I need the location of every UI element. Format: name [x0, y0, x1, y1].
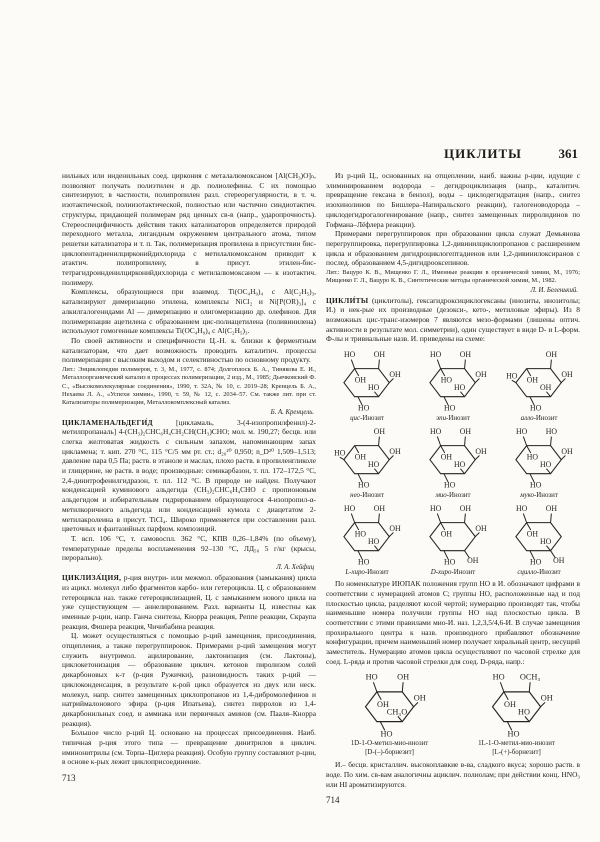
author-signature-belenky: Л. И. Беленький.: [530, 286, 578, 294]
substituent-label: OH: [389, 370, 401, 380]
author-signature-krentsel: Б. А. Кренцель.: [270, 408, 314, 416]
substituent-label: OH: [467, 556, 479, 566]
example-structure-synonym: [L-(+)-борнезит]: [492, 748, 541, 756]
bond: [397, 717, 401, 722]
substituent-label: OH: [475, 524, 487, 534]
substituent-label: HO: [367, 383, 380, 393]
substituent-label: HO: [539, 460, 552, 470]
left-column: [62, 146, 316, 805]
structure-label: сцилло-Инозит: [517, 569, 561, 577]
bond: [475, 533, 479, 537]
bond: [379, 514, 380, 523]
example-structure-name: 1L-1-O-метил-мио-инозит: [478, 740, 555, 748]
chemical-structure: [326, 348, 408, 423]
chemical-structure-example: [474, 670, 560, 757]
right-column: [326, 146, 580, 805]
inositol-ring-svg: [414, 348, 492, 414]
cyclohexane-ring: [516, 446, 561, 474]
article-cyclization: [62, 573, 316, 631]
paragraph-flash-point: Т. всп. 106 °C, т. самовоспл. 362 °C, КПВ 0,26–1,84% (по объему), температурные пределы воспламенения 92–130 °C, ЛД₅₀ 5 г/кг (крысы, перорально).: [62, 533, 316, 563]
substituent-label: HO: [380, 729, 392, 739]
bond: [379, 437, 380, 446]
inositol-ring-svg: [500, 348, 578, 414]
substituent-label: OH: [561, 370, 573, 380]
chemical-structure: [498, 348, 580, 423]
bond: [389, 379, 393, 383]
bond: [374, 392, 378, 397]
cyclohexane-ring: [430, 446, 475, 474]
substituent-label: HO: [344, 350, 356, 360]
cyclohexane-ring: [430, 523, 475, 551]
substituent-label: OH: [545, 350, 558, 360]
paragraph-rearrangements: Примерами перегруппировок при образовании цикла служат Демьянова перегруппировка, перегруппировка 1,2-дивинилциклопропанов с расширением цикла и образованием дигидроциклогептадиенов или 1,2-дивинилоксиранов с послед. образованием 4,5-дигидрооксепинов.: [326, 229, 580, 268]
substituent-label: HO: [358, 557, 370, 567]
paragraph-iupac-nomenclature: По номенклатуре ИЮПАК положения групп НО в И. обозначают цифрами в соответствии с нумерацией атомов С; группы НО, расположенные над и под плоскостью цикла, разделяют косой чертой; нумерацию производят так, чтобы наименьшие номера получили группы НО над плоскостью цикла. В соответствии с этими правилами мио-И. наз. 1,2,3,5/4,6-И. В случае замещения прохирального центра к назв. производного прибавляют обозначение конфигурации, причем наименьший номер получает хиральный центр, несущий заместитель. Нумерацию атомов цикла осуществляют по часовой стрелке для соед. L-ряда и против часовой стрелки для соед. D-ряда, напр.:: [326, 579, 580, 666]
substituent-label: CH₃O: [386, 708, 407, 718]
article-cyclitols: [326, 296, 580, 345]
substituent-label: HO: [517, 708, 530, 718]
bond: [351, 360, 354, 369]
substituent-label: OH: [475, 447, 487, 457]
substituent-label: HO: [506, 371, 518, 381]
substituent-label: OH: [561, 447, 573, 457]
substituent-label: OH: [373, 427, 386, 437]
chemical-structure: [326, 425, 408, 500]
structure-label: L-хиро-Инозит: [345, 569, 389, 577]
bond: [546, 392, 550, 397]
substituent-label: OH: [526, 375, 539, 385]
inositol-structure-grid: [326, 348, 580, 577]
chemical-structure: [412, 425, 494, 500]
substituent-label: HO: [365, 673, 378, 683]
cyclohexane-ring: [516, 369, 561, 397]
substituent-label: OH: [354, 375, 367, 385]
bond: [551, 437, 552, 446]
bond: [551, 360, 552, 369]
bond: [437, 437, 440, 446]
bond: [460, 469, 464, 474]
bond: [379, 360, 380, 369]
column-number-713: 713: [62, 773, 76, 784]
bond: [374, 546, 378, 551]
substituent-label: HO: [453, 383, 466, 393]
paragraph-cyclization-substitution: Ц. может осуществляться с помощью р-ций замещения, присоединения, отщепления, а также перегруппировок. Примерами р-ций замещения могут служить внутримол. ацилирование, лактонизация (см. Лактоны), циклокетонизация — образование циклич. кетонов пиролизом солей дикарбоновых к-т (р-ция Ружички), разновидность таких р-ций — циклоконденсация, в результате к-рой цикл образуется из двух или неск. молекул, напр. синтез замещенных циклопропанов из 1,4-дибромолефинов и натриймалонового эфира (р-ция Ипатьева), синтез пирролов из 1,4-дикарбонильных соед. и аммиака или первичных аминов (см. Пааля–Кнорра реакция).: [62, 631, 316, 728]
paragraph-catalysts-continuation: нильных или инденильных соед. циркония с металалюмоксаном [Al(CH₃)O]ₙ, позволяют получать полиэтилен и др. полиолефины. С их помощью синтезируют, в частности, полипропилен разл. стереорегулярности, в т. ч. изотактической, полиизотактической, полностью или частично синдиотактич. структуры, придающей полимерам ряд ценных св-в (напр., ударопрочность). Стереоспецифичность действия таких катализаторов определяется природой переходного металла, лигандным окружением центрального атома, типом решетки катализатора и т. п. Так, полимеризация пропилена в присутствии бис-циклопентадиенилцирконийдихлорида с метилалюмоксаном приводит к атактич. полипропилену, в присут. этилен-бис-тетрагидроинденилцирконийдихлорида с метилалюмоксаном — к изотактич. полимеру.: [62, 171, 316, 287]
substituent-label: HO: [367, 537, 380, 547]
bond: [402, 683, 403, 693]
substituent-label: OCH₃: [519, 673, 540, 683]
substituent-label: HO: [440, 375, 453, 385]
bond: [351, 514, 354, 523]
bond: [374, 469, 378, 474]
bond: [340, 457, 344, 459]
substituent-label: HO: [507, 729, 519, 739]
substituent-label: OH: [389, 447, 401, 457]
left-column-top-spacer: [62, 146, 316, 171]
paragraph-cyclization-addition: Большое число р-ций Ц. основано на процессах присоединения. Наиб. типичная р-ция этого типа — превращение динитрилов в циклич. иминонитрилы (см. Торпа–Циглера реакция). Особую группу составляют р-ции, в основе к-рых лежит циклоприсоединение.: [62, 728, 316, 767]
chemical-structure: [412, 348, 494, 423]
bond: [376, 692, 380, 700]
substituent-label: HO: [492, 673, 505, 683]
bond: [524, 717, 528, 722]
headword-cyclization: ЦИКЛИЗА́ЦИЯ,: [62, 573, 122, 583]
bond: [389, 456, 393, 460]
article-cyclitols-text: (циклитолы), гексагидроксициклогексаны (инозиты, инозитолы; И.) и нек-рые их производные (дезокси-, кето-, метиловые эфиры). Из 8 возможных цис-транс-изомеров 7 являются мезо-формами (лишены оптич. активности в результате мол. симметрии), один существует в виде D- и L-форм. Ф-лы и тривиальные назв. И. приведены на схеме:: [326, 295, 580, 344]
running-head-page-number: 361: [558, 146, 578, 161]
structure-label: нео-Инозит: [350, 492, 384, 500]
substituent-label: HO: [526, 452, 539, 462]
cyclohexane-ring: [344, 523, 389, 551]
substituent-label: OH: [526, 529, 539, 539]
chemical-structure: [498, 425, 580, 500]
chemical-structure: [412, 502, 494, 577]
bornesitol-structure-examples: [326, 670, 580, 757]
paragraph-inositol-properties: И.– бесцв. кристаллич. высокоплавкие в-ва, сладкого вкуса; хорошо раств. в воде. По хим. св-вам аналогичны ациклич. полиолам; при действии конц. HNO₃ или HI ароматизируются.: [326, 760, 580, 789]
author-signature-kheifits: Л. А. Хейфиц: [276, 564, 314, 572]
bond: [465, 437, 466, 446]
inositol-ring-svg: [414, 425, 492, 491]
paragraph-activity: По своей активности и специфичности Ц.-Н. к. близки к ферментным катализаторам, что дает возможность проводить каталитич. процессы полимеризации с высоким выходом и селективностью по основному продукту.: [62, 335, 316, 365]
substituent-label: HO: [354, 529, 367, 539]
example-structure-synonym: [D-(–)-борнезит]: [365, 748, 414, 756]
substituent-label: OH: [553, 556, 565, 566]
substituent-label: OH: [389, 524, 401, 534]
article-cyclamenaldehyde-text: [цикламаль, 3-(4-изопропилфенил)-2-метилпропаналь] 4-(CH₃)₂CHC₆H₄CH₂CH(CH₃)CHO; мол. м. 190,27; бесцв. или слегка желтоватая жидкость с сильным запахом, напоминающим запах цикламена; т. кип. 270 °C, 115 °C/5 мм рт. ст.; d₂₀²⁰ 0,950; n_D²⁰ 1,509–1,513; давление пара 0,5 Па; раств. в этаноле и маслах, плохо раств. в пропиленгликоле и глицерине, не раств. в воде; производные: семикарбазон, т. пл. 172–172,5 °C, 2,4-динитрофенилгидразон, т. пл. 112 °C. В природе не найден. Получают конденсацией куминового альдегида (CH₃)₂CHC₆H₄CHO с пропионовым альдегидом и избирательным гидрированием образующегося 4-изопропил-α-метилкоричного альдегида или конденсацией кумола с диацетатом 2-метилакролеина в присут. TiCl₄. Широко применяется при составлении разл. цветочных и фантазийных парфюм. композиций.: [62, 417, 316, 534]
inositol-ring-svg: [328, 502, 406, 568]
substituent-label: OH: [459, 350, 472, 360]
inositol-ring-svg: [500, 425, 578, 491]
example-structure-name: 1D-1-O-метил-мио-инозит: [350, 740, 429, 748]
substituent-label: OH: [413, 694, 426, 704]
bond: [460, 392, 464, 397]
paragraph-complexes: Комплексы, образующиеся при взаимод. Ti(OC₄H₉)₄ с Al(C₂H₅)₃, катализируют димеризацию этилена, комплексы NiCl₂ и Ni[P(OR)₃]₄ с алкилгалогенидами Al — димеризацию и олигомеризацию др. олефинов. Для полимеризации ацетилена с образованием цис-полиацетилена (поливинилена) используют гомогенные комплексы Ti(OC₄H₉)₄ с Al(C₂H₅)₃.: [62, 287, 316, 336]
structure-label: алло-Инозит: [520, 415, 558, 423]
chemical-structure: [498, 502, 580, 577]
substituent-label: OH: [459, 504, 472, 514]
substituent-label: HO: [530, 480, 542, 490]
structure-label: муко-Инозит: [520, 492, 558, 500]
substituent-label: OH: [354, 452, 367, 462]
substituent-label: HO: [545, 427, 558, 437]
article-cyclamenaldehyde: [62, 418, 316, 534]
substituent-label: HO: [516, 427, 528, 437]
bond: [551, 514, 552, 523]
structure-label: D-хиро-Инозит: [430, 569, 476, 577]
inositol-ring-svg: [328, 348, 406, 414]
substituent-label: OH: [540, 694, 553, 704]
substituent-label: OH: [440, 452, 453, 462]
substituent-label: OH: [545, 504, 558, 514]
cyclohexane-ring: [430, 369, 475, 397]
substituent-label: HO: [344, 504, 356, 514]
running-head: [326, 146, 580, 168]
bond: [389, 533, 393, 537]
paragraph-elimination-cyclization: Из р-ций Ц., основанных на отщеплении, наиб. важны р-ции, идущие с элиминированием водорода – дегидроциклизация (напр., каталитич. превращение гексана в бензол), воды – циклодегидратация (напр., синтез изохинолинов по Бишлера–Напиральского реакции), галогеноводорода – циклодегидрогалогенирование (напр., синтез замещенных пирролидинов по Гофмана–Лёфлера реакции).: [326, 171, 580, 229]
substituent-label: OH: [373, 504, 386, 514]
substituent-label: HO: [367, 460, 380, 470]
substituent-label: OH: [539, 383, 552, 393]
bond: [546, 546, 550, 551]
inositol-ring-svg: [500, 502, 578, 568]
substituent-label: HO: [444, 557, 456, 567]
bond: [561, 379, 565, 383]
cyclohexane-ring: [365, 692, 413, 722]
substituent-label: HO: [430, 504, 442, 514]
bond: [523, 437, 526, 446]
substituent-label: HO: [444, 403, 456, 413]
headword-cyclitols: ЦИКЛИ́ТЫ: [326, 295, 369, 305]
substituent-label: HO: [453, 460, 466, 470]
cyclohexane-ring: [516, 523, 561, 551]
bond: [465, 360, 466, 369]
literature-catalysts: Лит.: Энциклопедия полимеров, т. 3, М., 1977, с. 874; Долгоплоск Б. А., Тинякова Е. И., Металлоорганический катализ в процессах полимеризации, 2 изд., М., 1985; Дьячковский Ф. С., «Высокомолекулярные соединения», 1990, т. 32А, № 10, с. 2019–28; Кренцель Б. А., Нехаева Л. А., «Успехи химии», 1990, т. 59, № 12, с. 2034–57. См. также лит. при ст. Катализаторы полимеризации, Металлокомплексный катализ.: [62, 366, 316, 407]
substituent-label: OH: [459, 427, 472, 437]
cyclohexane-ring: [492, 692, 540, 722]
substituent-label: HO: [358, 403, 370, 413]
two-column-layout: [62, 146, 580, 805]
bond: [373, 683, 377, 693]
bond: [413, 703, 417, 707]
substituent-label: HO: [530, 403, 542, 413]
substituent-label: HO: [516, 504, 528, 514]
substituent-label: HO: [430, 350, 442, 360]
literature-cyclization: Лит.: Вацуро К. В., Мищенко Г. Л., Именные реакции в органической химии, М., 1976; Мищенко Г. Л., Вацуро К. В., Синтетические методы органической химии, М., 1982.: [326, 269, 580, 285]
running-head-title: ЦИКЛИТЫ: [444, 146, 522, 161]
substituent-label: HO: [444, 480, 456, 490]
structure-label: эпи-Инозит: [436, 415, 470, 423]
cyclohexane-ring: [344, 446, 389, 474]
inositol-ring-svg: [414, 502, 492, 568]
substituent-label: OH: [503, 700, 516, 710]
structure-label: цис-Инозит: [350, 415, 384, 423]
bond: [546, 469, 550, 474]
bond: [437, 360, 440, 369]
bond: [523, 514, 526, 523]
column-number-714: 714: [326, 795, 340, 806]
bond: [500, 683, 504, 693]
cyclohexane-ring: [344, 369, 389, 397]
bond: [540, 703, 544, 707]
bond: [475, 456, 479, 460]
substituent-label: HO: [334, 448, 346, 458]
chemical-structure: [326, 502, 408, 577]
article-cyclization-text: р-ция внутри- или межмол. образования (замыкания) цикла из ацикл. молекул либо фрагментов карбо- или гетероцикла. Ц. с образованием гетероцикла наз. также гетероциклизацией, Ц. с замыканием нового цикла на уже существующем — аннелированием. Разл. варианты Ц. известны как именные р-ции, напр. Ганча синтезы, Кнорра реакция, Реппе реакции, Скраупа реакция, Фишера реакция, Чичибабина реакция.: [62, 573, 316, 631]
substituent-label: HO: [530, 557, 542, 567]
substituent-label: OH: [440, 529, 453, 539]
chemical-structure-example: [347, 670, 433, 757]
inositol-ring-svg: [474, 670, 560, 740]
substituent-label: OH: [396, 673, 409, 683]
substituent-label: HO: [358, 480, 370, 490]
bond: [512, 380, 516, 382]
substituent-label: HO: [539, 537, 552, 547]
bond: [503, 692, 507, 700]
structure-label: мио-Инозит: [435, 492, 471, 500]
substituent-label: HO: [430, 427, 442, 437]
bond: [437, 514, 440, 523]
bond: [465, 514, 466, 523]
inositol-ring-svg: [328, 425, 406, 491]
substituent-label: OH: [376, 700, 389, 710]
inositol-ring-svg: [347, 670, 433, 740]
bond: [561, 456, 565, 460]
headword-cyclamenaldehyde: ЦИКЛАМЕНАЛЬДЕГИ́Д: [62, 417, 153, 427]
substituent-label: OH: [373, 350, 386, 360]
bond: [529, 683, 530, 693]
bond: [475, 379, 479, 383]
substituent-label: OH: [475, 370, 487, 380]
